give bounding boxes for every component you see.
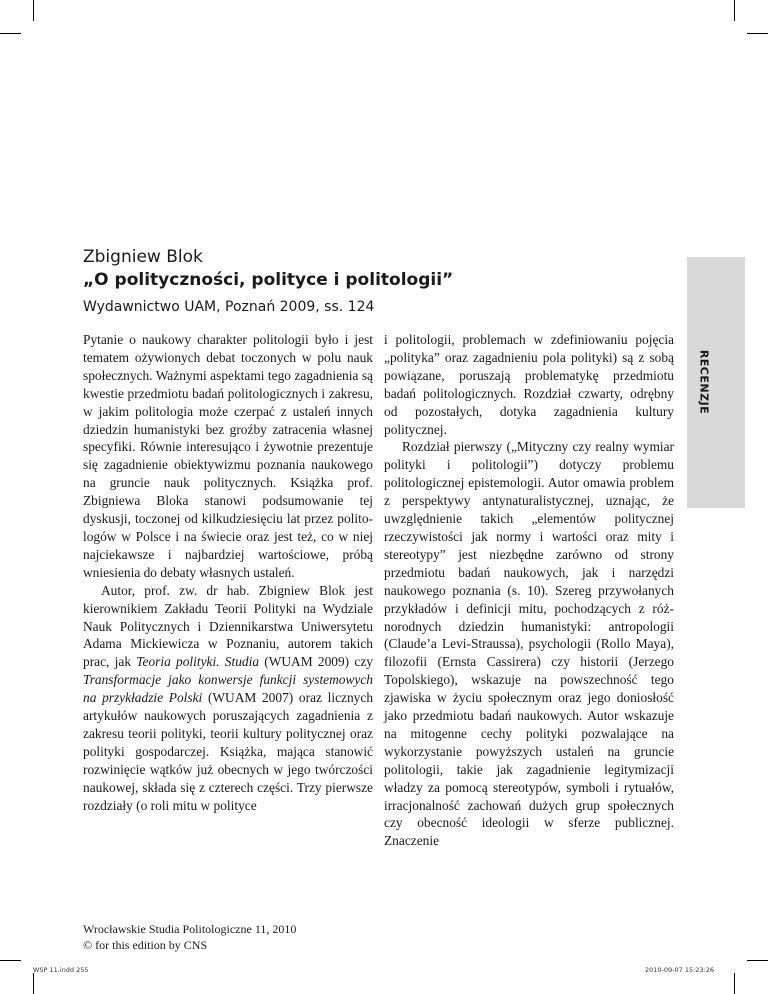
print-slug-file: WSP 11.indd 255 [33, 966, 89, 974]
text-column-right [384, 331, 674, 850]
text-run: (WUAM 2009) czy [259, 654, 373, 670]
paragraph: i politologii, problemach w zdefiniowaniu pojęcia „polityka” oraz zagadnieniu pola polityki) są z sobą powiązane, poruszają problematykę przedmiotu badań politologicznych. Rozdział czwarty, odrębny od pozostałych, dotyka zagadnienia kultury politycznej. [384, 332, 674, 437]
review-header [83, 246, 673, 316]
crop-mark [0, 33, 21, 34]
text-run: (WUAM 2007) oraz licznych artykułów naukowych poruszających zagadnienia z zakresu teorii polityki, teorii kultury politycznej oraz polityki gospodarczej. Książka, mająca stanowić rozwinięcie wątków już obecnych w jego twórczości naukowej, składa się z czterech części. Trzy pierwsze rozdziały (o roli mitu w polityce [83, 690, 374, 813]
text-column-left [83, 331, 373, 814]
crop-mark [33, 0, 34, 21]
book-reference: Teoria polityki. Studia [136, 654, 260, 670]
journal-line: Wrocławskie Studia Politologiczne 11, 2010 [83, 922, 297, 936]
copyright-line: © for this edition by CNS [83, 938, 208, 952]
book-publisher: Wydawnictwo UAM, Poznań 2009, ss. 124 [83, 299, 375, 315]
crop-mark [0, 960, 21, 961]
paragraph [83, 582, 373, 815]
book-title: „O polityczności, polityce i politologii” [83, 270, 454, 290]
section-tab [687, 257, 745, 508]
paragraph: Pytanie o naukowy charakter politologii było i jest tematem ożywionych debat toczonych w polu nauk społecznych. Ważnymi aspektami tego zagadnienia są kwestie przedmiotu badań politologicznych i zakresu, w jakim politologia może czerpać z ustaleń innych dziedzin humanistyki bez groźby zatracenia własnej specyfiki. Równie interesująco i żywotnie prezentuje się zagadnienie obiektywizmu poznania naukowego na gruncie nauk politycznych. Książka prof. Zbigniewa Bloka stanowi podsumowanie tej dyskusji, toczonej od kilkudziesięciu lat przez politologów w Polsce i na świecie oraz jest też, co w niej najciekawsze i najbardziej wartościowe, próbą wniesienia do debaty własnych ustaleń. [83, 332, 373, 580]
page-footer [83, 921, 296, 953]
crop-mark [734, 973, 735, 994]
crop-mark [33, 973, 34, 994]
book-reference: Transformacje jako konwersje funkcji systemowych na przykładzie Polski [83, 672, 373, 706]
text-run: Autor, prof. zw. dr hab. Zbigniew Blok jest kierownikiem Zakładu Teorii Polityki na Wydziale Nauk Politycznych i Dziennikarstwa Uniwersytetu Adama Mickiewicza w Poznaniu, autorem takich prac, jak [83, 582, 373, 670]
crop-mark [734, 0, 735, 21]
print-slug-timestamp: 2010-09-07 15:23:26 [645, 966, 715, 974]
paragraph: Rozdział pierwszy („Mityczny czy realny wymiar polityki i politologii”) dotyczy problemu politologicznej epistemologii. Autor omawia problem z perspektywy antynaturalistycznej, uznając, że uwzględnienie takich „elementów politycznej rzeczywistości jak normy i wartości oraz mity i stereotypy” jest niezbędne zarówno od strony przedmiotu badań naukowych, jak i narzędzi naukowego poznania (s. 10). Szereg przywołanych przykładów i definicji mitu, pochodzących z różnorodnych dziedzin humanistyki: antropologii (Claude’a Levi-Straussa), psychologii (Rollo Maya), filozofii (Ernsta Cassirera) czy historii (Jerzego Topolskiego), wskazuje na powszechność tego zjawiska w życiu społecznym oraz jego doniosłość jako przedmiotu badań naukowych. Autor wskazuje na mitogenne cechy polityki pozwalające na wykorzystanie powyższych ustaleń na gruncie politologii, takie jak zagadnienie legitymizacji władzy za pomocą stereotypów, symboli i rytuałów, irracjonalność zachowań dużych grup społecznych czy obecność ideologii w sferze publicznej. Znaczenie [384, 439, 674, 849]
section-tab-label: RECENZJE [697, 349, 711, 415]
book-author: Zbigniew Blok [83, 247, 203, 267]
crop-mark [747, 33, 768, 34]
crop-mark [747, 960, 768, 961]
